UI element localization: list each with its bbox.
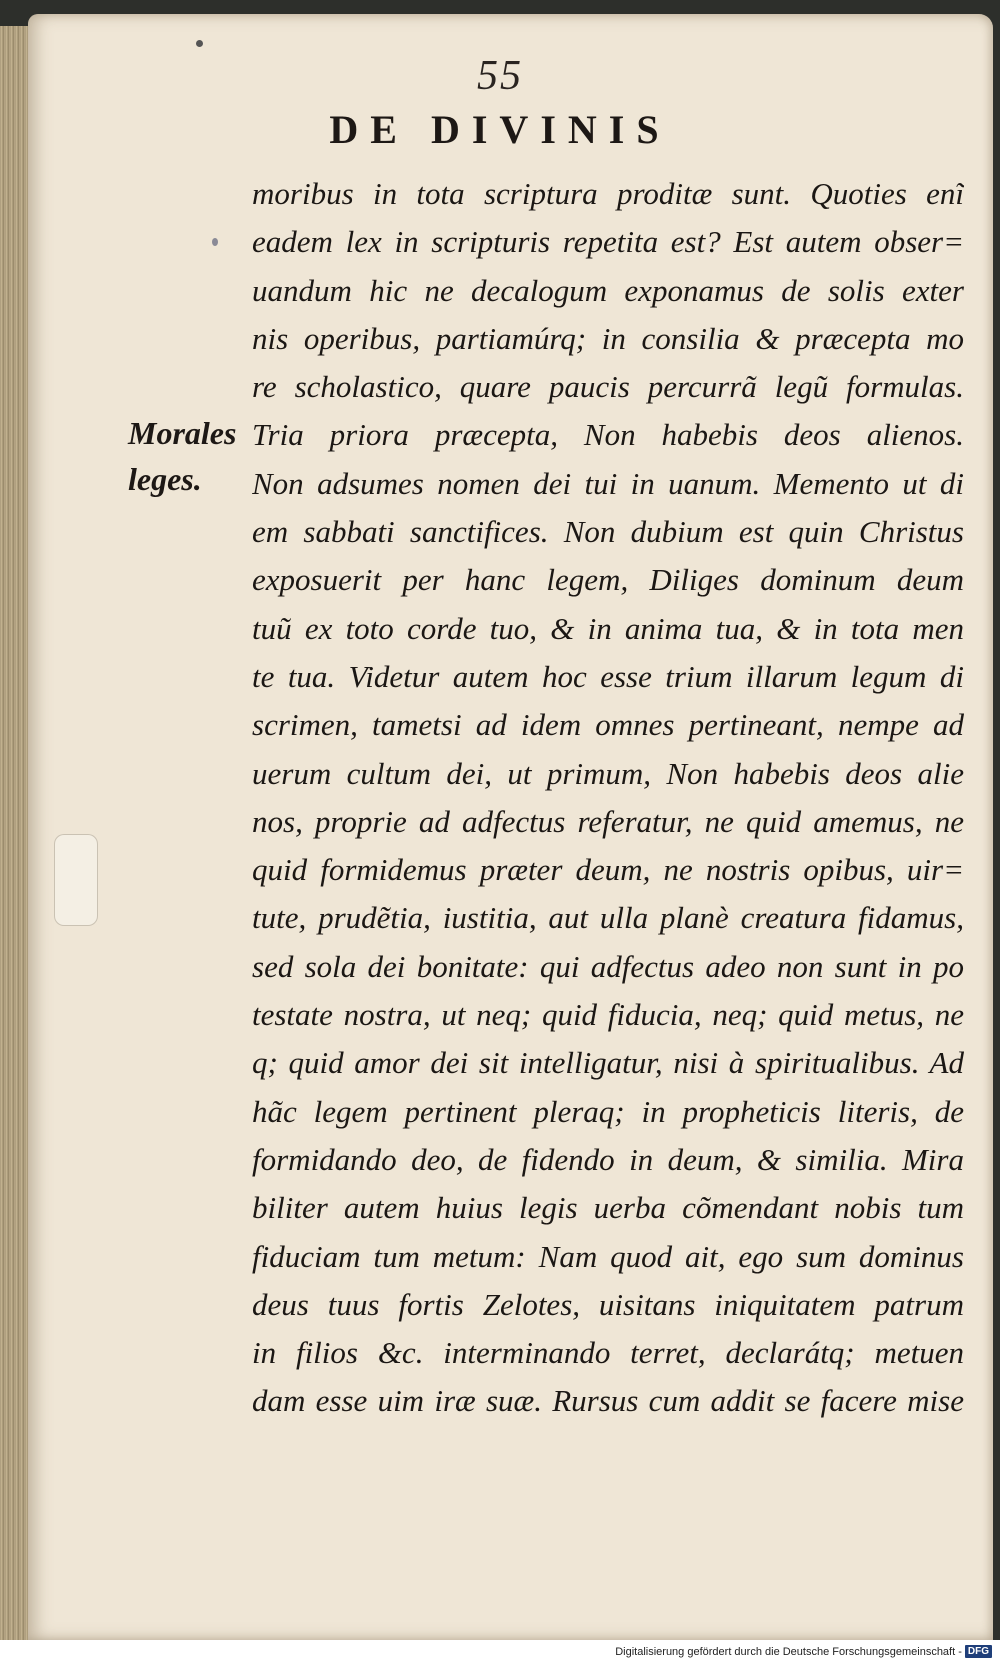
text-line: testate nostra, ut neq; quid fiducia, neq; quid metus, ne (252, 997, 964, 1033)
text-line: nis operibus, partiamúrq; in consilia & præcepta mo (252, 320, 964, 356)
text-line: sed sola dei bonitate: qui adfectus adeo non sunt in po (252, 948, 964, 984)
credit-text: Digitalisierung gefördert durch die Deutsche Forschungsgemeinschaft - (615, 1645, 962, 1658)
body-text (252, 170, 964, 1426)
ink-spot (212, 238, 218, 246)
running-head: DE DIVINIS (329, 107, 671, 152)
marginal-note (128, 410, 248, 502)
text-line: moribus in tota scriptura proditæ sunt. Quoties enĩ (252, 176, 964, 211)
text-line: scrimen, tametsi ad idem omnes pertineant, nempe ad (252, 707, 964, 743)
text-line: te tua. Videtur autem hoc esse trium illarum legum di (252, 658, 964, 694)
page-number: 55 (477, 53, 523, 99)
text-line: deus tuus fortis Zelotes, uisitans iniquitatem patrum (252, 1286, 964, 1322)
digitization-credit (615, 1645, 992, 1658)
text-line: em sabbati sanctifices. Non dubium est quin Christus (252, 514, 964, 550)
text-line: quid formidemus præter deum, ne nostris opibus, uir= (252, 852, 964, 888)
text-line: biliter autem huius legis uerba cõmendant nobis tum (252, 1190, 964, 1226)
text-line: eadem lex in scripturis repetita est? Est autem obser= (252, 224, 964, 260)
dfg-logo: DFG (965, 1645, 992, 1658)
text-line: fiduciam tum metum: Nam quod ait, ego sum dominus (252, 1238, 964, 1274)
text-line: uandum hic ne decalogum exponamus de solis exter (252, 272, 964, 308)
text-line: formidando deo, de fidendo in deum, & similia. Mira (252, 1141, 964, 1177)
text-line: dam esse uim iræ suæ. Rursus cum addit se facere mise (252, 1383, 964, 1419)
text-line: hãc legem pertinent pleraq; in propheticis literis, de (252, 1093, 964, 1129)
marginal-note-line: Morales (128, 415, 237, 451)
text-line: uerum cultum dei, ut primum, Non habebis deos alie (252, 755, 964, 791)
text-line: tute, prudẽtia, iustitia, aut ulla planè creatura fidamus, (252, 900, 964, 936)
text-line: re scholastico, quare paucis percurrã legũ formulas. (252, 369, 964, 405)
text-line: tuũ ex toto corde tuo, & in anima tua, & in tota men (252, 610, 964, 646)
text-line: nos, proprie ad adfectus referatur, ne quid amemus, ne (252, 803, 964, 839)
page-clip (54, 834, 98, 926)
text-line: in filios &c. interminando terret, declarátq; metuen (252, 1335, 964, 1371)
text-line: q; quid amor dei sit intelligatur, nisi à spiritualibus. Ad (252, 1045, 964, 1081)
ink-spot (196, 40, 203, 47)
text-line: exposuerit per hanc legem, Diliges dominum deum (252, 562, 964, 598)
text-line: Tria priora præcepta, Non habebis deos alienos. (252, 417, 964, 453)
text-line: Non adsumes nomen dei tui in uanum. Memento ut di (252, 465, 964, 501)
marginal-note-line: leges. (128, 461, 202, 497)
